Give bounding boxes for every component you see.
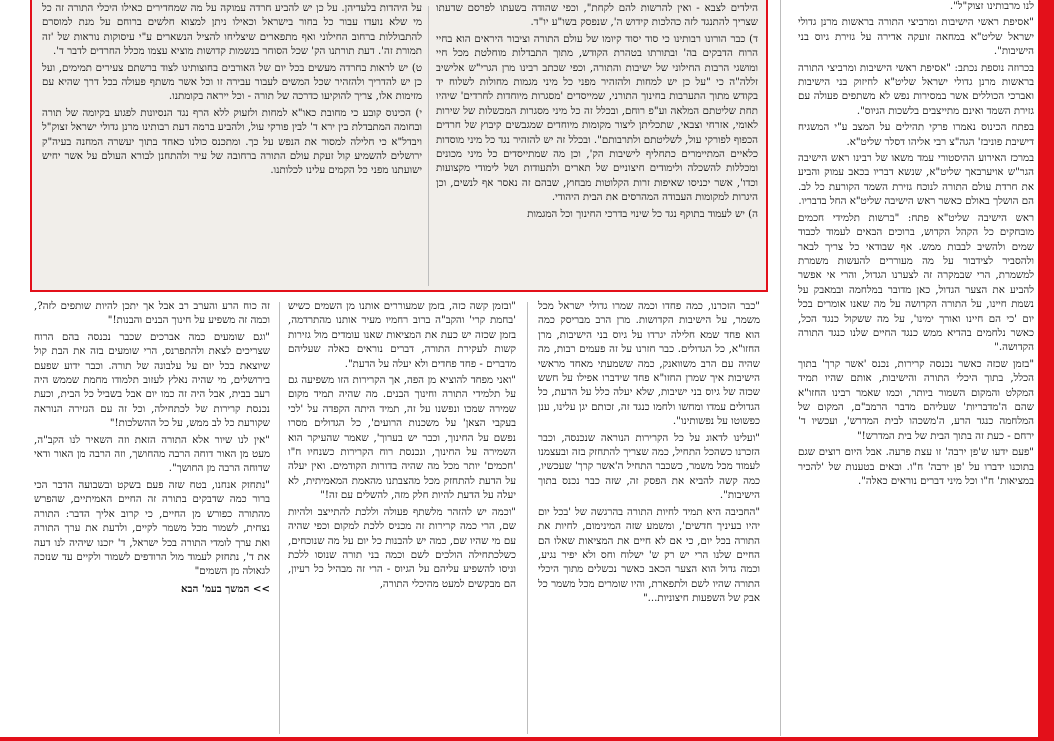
- paragraph: י) הכינוס קובע כי מחובת כאו"א למחות ולזעוק ללא הרף נגד הנסיונות לפגוע בקיומה של תורה ובחומה המתבדלת בין ירא ד' לבין פורקי עול, ולהביע ברמה דעת רבותינו מרנן גדולי ישראל זצוק"ל ויבדל"א כי חלילה למסור את הנפש על כך. ומתכנס כולנו כאחד בתוך יעשרה המחנה בעיה"ק ירושלים להשמיע קול זעקת עולם התורה ברחובה של עיר ולהתחנן לבורא העולם על אשר יחיש ישועתנו מפני כל הקמים עלינו לכלותנו.: [42, 107, 422, 177]
- paragraph: "וכמה יש להזהר מלשתף פעולה וללכת להתייצב ולהיות שם, הרי כמה קרירות זה מכניס ללכת למקום וכפי שהיה עם מי שהיו שם, כמה יש להבנות כל יום על מה שנוכחים, כשלכתחילה הולכים לשם וכמה בני תורה שנוסו ללכת וניסו להשפיע עליהם על הגיוס - הרי זה מבהיל כל רעיון, הם מבקשים למעט מהיכלי התורה,: [288, 506, 516, 590]
- paragraph: "ואני מפחד להוציא מן הפה, אך הקרירות הזו משפיעה גם על תלמידי התורה וחינוך הבנים. מה שהיה תמיד מקום שמירה שמכו ונפשנו על זה, תמיד היתה הקפדה על 'לכי בעקבי הצאן' על משכנות הרועים', כל הגדולים מסרו נפשם על החינוך, וכבר יש בערוך', שאמר שהעיקר הוא השמירה על החינוך, ונכנסת רוח הקרירות כשנחיו ח"ו 'חכמים' יותר מכל מה שהיה בדורות הקודמים. ואין יעלה על הדעת להתחזק מכל מהצבתנו מהאמת המאמיתית, לא יעלה על הדעת להיות חלק מזה, להשלים עם זה!": [288, 375, 516, 502]
- paragraph: במרכז האירוע ההיסטורי עמד משאו של רבינו ראש הישיבה הגר"ש אויערבאך שליט"א, שנשא דבריו בכאב עמוק והביע את חרדת עולם התורה לנוכח גזירת השמד הקורעת כל לב. הם הושלך באולם כאשר ראש הישיבה שליט"א החל בדבריו.: [798, 153, 1034, 208]
- column-divider: [780, 0, 781, 736]
- column-divider: [428, 6, 429, 286]
- paragraph: ראש הישיבה שליט"א פתח: "ברשות תלמידי חכמים מובחקים כל הקהל הקדוש, ברוכים הבאים לעמוד לכבוד שמים ולהשיב לבבות ממש. אף שבודאי כל צריך לבאר ולהסביר לצידבור על מה מעוררים להעשות משמרת למשמרת, הרי שבמקרה זה לצערנו הגדול, והרי אי אפשר להביע את הצער הגדול, כאן מדובר במלחמה ובמאבק על נשמת חיינו, על התורה הקדושה על מה שאנו אומרים בכל יום 'כי הם חיינו ואורך ימינו', על מה ששקול כנגד הכל, כאשר נלחמים בהדיא ממש כנגד החיים שלנו כנגד התורה הקדושה.": [798, 212, 1034, 354]
- right-red-margin-bar: [1038, 0, 1054, 741]
- declaration-box-left-column: [42, 2, 422, 288]
- paragraph: בכרוזה נוספת נכתב: "אסיפת ראשי הישיבות ומרביצי התורה בראשות מרנן גדולי ישראל שליט"א לחיזוק בני הישיבות ואברכי הכוללים אשר במסירות נפש לא משתפים פעולה עם גזירת השמד ואינם מתייצבים בלשכות הגיוס".: [798, 62, 1034, 117]
- lower-article-column-3: [34, 300, 270, 736]
- continued-next-page-label[interactable]: >> המשך בעמ' הבא: [181, 582, 270, 595]
- paragraph: בפתח הכינוס נאמרו פרקי תהילים על המצב ע"י המשגיח דישיבת פוניבז' הגה"צ רבי אליהו דסלר שליט"א.: [798, 122, 1034, 148]
- paragraph: "וגם שומעים כמה אברכים שכבר נכנסה בהם הרוח שצריכים לצאת ולהתפרנס, הרי שומעים בזה את הבת קול שיוצאת בכל יום על עלבונה של תורה. וכבר ידוע שפעם בירושלים, מי שהיה נאלץ לעזוב תלמודו מחמת שממש היה רעב בבית, אבל היה זה כמו יום אבל בשביל כל הבית, וכעת נכנסת קרירות של לכתחילה, וכל זה עם הגזירה הנוראה שקורעת כל לב ממש, על כל ההשלכות!": [34, 331, 270, 430]
- paragraph: ט) יש לראות בחרדה מעשים בכל יום של האורבים בחוצותינו לצוד ברשתם צעירים תמימים, ועל כן יש להדריך ולהזהיר שכל המשים לעבור עבירה זו וכל אשר משתף פעולה בכל דרך שהיא עם מזימות אלו, צריך להוקיעו כדרכה של תורה - וכל ייראה בקומתנו.: [42, 62, 422, 103]
- column-divider: [279, 302, 280, 734]
- paragraph: "ועלינו לדאוג על כל הקרירות הנוראה שנכנסה, וכבר הזכרנו כשהכל התחיל, כמה שצריך להתחזק בזה ובעצמנו לעמוד מכל משמר, כשכבר התחיל ה'אשר קרך' שעכשיו, כמה קשה להביא את הפסק זה, שזה כבר נכנס בתוך הישיבות".: [538, 432, 760, 502]
- paragraph: "בזמן שכזה כאשר נכנסה קרירות, נכנס 'אשר קרך' בתוך הכלל, בתוך היכלי התורה והישיבות, אותם שהיו תמיד המקלט והמקום השמור ביותר, וכמו שאמר רבינו החזו"א שהם ה'מדבריות' שעליהם מדבר הרמב"ם, המקום של המלחמה כנגד הרע, ה'משכהו לבית המדרש', ועכשיו ד' ירחם - כעת זה בתוך הבית של בית המדרש!": [798, 358, 1034, 442]
- paragraph: הילדים לצבא - ואין להרשות להם לקחת", וכפי שהודה בשעתו לפרסם שדעתו שצריך להתנגד לזה כהלכות קידוש ה', שנפסק בשו"ע יו"ד.: [436, 3, 758, 29]
- bottom-red-rule: [0, 737, 1054, 741]
- column-divider: [527, 302, 528, 734]
- paragraph: "החביבה היא תמיד לחיות התורה בהרגשה של 'בכל יום יהיו בעיניך חדשים', ומשמע שזה המינימום, לחיות את התורה בכל יום, כי אם לא חיים את המציאות שאלו הם החיים שלנו הרי יש רק ש' ישלוח וחס ולא יפיר נגיע, וכמה גדול הוא הצער הכאב כאשר נכשלים מתוך היכלי התורה שהיו לשם ולתפארת, והיו שומרים מכל משמר כל אבק של השפעות חיצוניות...": [538, 506, 760, 605]
- right-article-column: [798, 0, 1034, 736]
- paragraph: לנו מרבותינו זצוק"ל".: [949, 1, 1034, 12]
- paragraph: "אין לנו שיור אלא התורה הזאת וזה השאיר לנו הקב"ה, מעט מן האור דוחה הרבה מהחושך, וזה הרבה מן האור ודאי שדוחה הרבה מן החושך".: [34, 434, 270, 475]
- paragraph: "פעם ידעו ש'פן ירבה' זו עצת פרעה. אבל היום רוצים שגם בתוכנו ידברו על 'פן ירבה' ח"ו. ובאים בטענות של 'להכיר במציאות' ח"ו וכל מיני דברים נוראים כאלה".: [798, 447, 1034, 487]
- declaration-box-right-column: [436, 2, 758, 288]
- paragraph: זה כוח הרע והערב רב אבל אך יתכן להיות שותפים לזה?, וכמה זה משפיע על חינוך הבנים והבנות!": [34, 301, 270, 327]
- lower-article-column-1: [538, 300, 760, 736]
- paragraph: על היהדות בלעדיהן. על כן יש להביע חרדה עמוקה על מה שמחדירים כאילו היכלי התורה זה כל מי שלא נועדו עבור כל בחור בישראל וכאילו ניתן למצוא חלשים ברוחם על מנת למוסרם להתבוללות ברחוב החילוני ואף מתפארים שיצליחו להציל הנשארים ע"י עיסוקות נוראות של 'זה תמורת זה'. דעת תורתנו הק' שכל הסוחר בנשמות קדושות מוציא עצמו מכלל החרדים לדבר ד'.: [42, 3, 422, 58]
- lower-article-column-2: [288, 300, 516, 736]
- paragraph: "נתחזק אנחנו, בטח שזה פעם בשקט ובשבועה הדבר הכי ברור כמה שדבקים בתורה זה החיים האמיתיים, שהפרש מהתורה כפורש מן החיים, כי קרוב אליך הדבר: התורה נצחית, לשמור מכל משמר לקיים, ולדעת את ערך התורה ואת ערך לומדי התורה בכל ישראל, ד' יזכנו שיהיה לנו דעה את ד', נתחזק לעמוד מול הרודפים לשמור ולקיים עד שנזכה לגאולה מן השמים": [34, 479, 270, 578]
- paragraph: "כבר הזכרנו, כמה פחדו וכמה שמרו גדולי ישראל מכל משמר, על הישיבות הקדושות. מרן הרב מבריסק כמה הוא פחד שמא חלילה יגרדו על גיוס בני הישיבות, מרן החזו"א, כל הגדולים. כבר חזרנו על זה פעמים רבות, מה שהיה עם הרב משוואנק, כמה ששמעתי מאחד מראשי הישיבות איך שמרן החזו"א פחד שידברו אפילו על חשש שכזה של גיוס בני ישיבות, שלא יעלה כלל על הדעת, כל הגדולים עמדו ומחשו ולחמו כנגד זה, זכותם יגן עלינו, ענן כפשוטו על נפשותינו".: [538, 301, 760, 428]
- paragraph: "אסיפת ראשי הישיבות ומרביצי התורה בראשות מרנן גדולי ישראל שליט"א במחאה זועקה אדירה על גזירת גיוס בני הישיבות".: [798, 17, 1034, 58]
- paragraph: ד) כבר הורונו רבותינו כי סוד יסוד קיומו של עולם התורה וציבור היראים הוא בחיי הרוח הדבקים בה' ובתורתו בטהרת הקודש, מתוך התבדלות מוחלטת מכל חיי ומושגי הרבות החילוני של ישיבות והתורה, וכפי שכתב רבינו מרן הגרי"ש אלישיב זללה"ה כי "על כן יש למחות ולהזהיר מפני כל מיני מגמות מחולות לשלוח יד בקודש מתוך התערבות בחינוך התורני, שמייסדים 'מסגרות מיוחדות לחרדים' שיהיו תחת שליטתם המלאה וע"פ רוחם, ובכלל זה כל מיני מסגרות המכשלות של שירות לאומי, אזרחי וצבאי, שתכליתן ליצור מקומות מיוחדים שמגבשים קיבוץ של חרדים הכפוף לפורקי עול, לשליטתם ולתרבותם". ובכלל זה יש להזהיר נגד כל מיני מוסדות כלאיים המתיימרים כתחליף לישיבות הק', וכן מה שמתייסדים כל מיני מכונים ומכללות להשכלה ולימודים חיצוניים של תארים ולתעודות ושל לימודי מקצועות וכדו', אשר יכניסו שאיפות זרות הקלוטות מבחוץ, שבהם זה נאסר אף לנשים, וכן היגרות למקומות העבודה המהרסים את הבית היהודי.: [436, 33, 758, 204]
- paragraph: ה) יש לעמוד בתוקף נגד כל שינוי בדרכי החינוך וכל המגמות: [527, 208, 758, 220]
- paragraph: "ובזמן קשה כזה, בזמן שמעוררים אותנו מן השמים כשיש 'בחמת קרי' והקב"ה ברוב רחמיו מעיר אותנו מהתרדמה, בזמן שכזה יש כעת את המציאות שאנו עומדים מול גזירות קשות לעקירת התורה, דברים נוראים כאלה שעליהם מדברים - פחד פחדים ולא יעלה על הדעת".: [288, 301, 516, 370]
